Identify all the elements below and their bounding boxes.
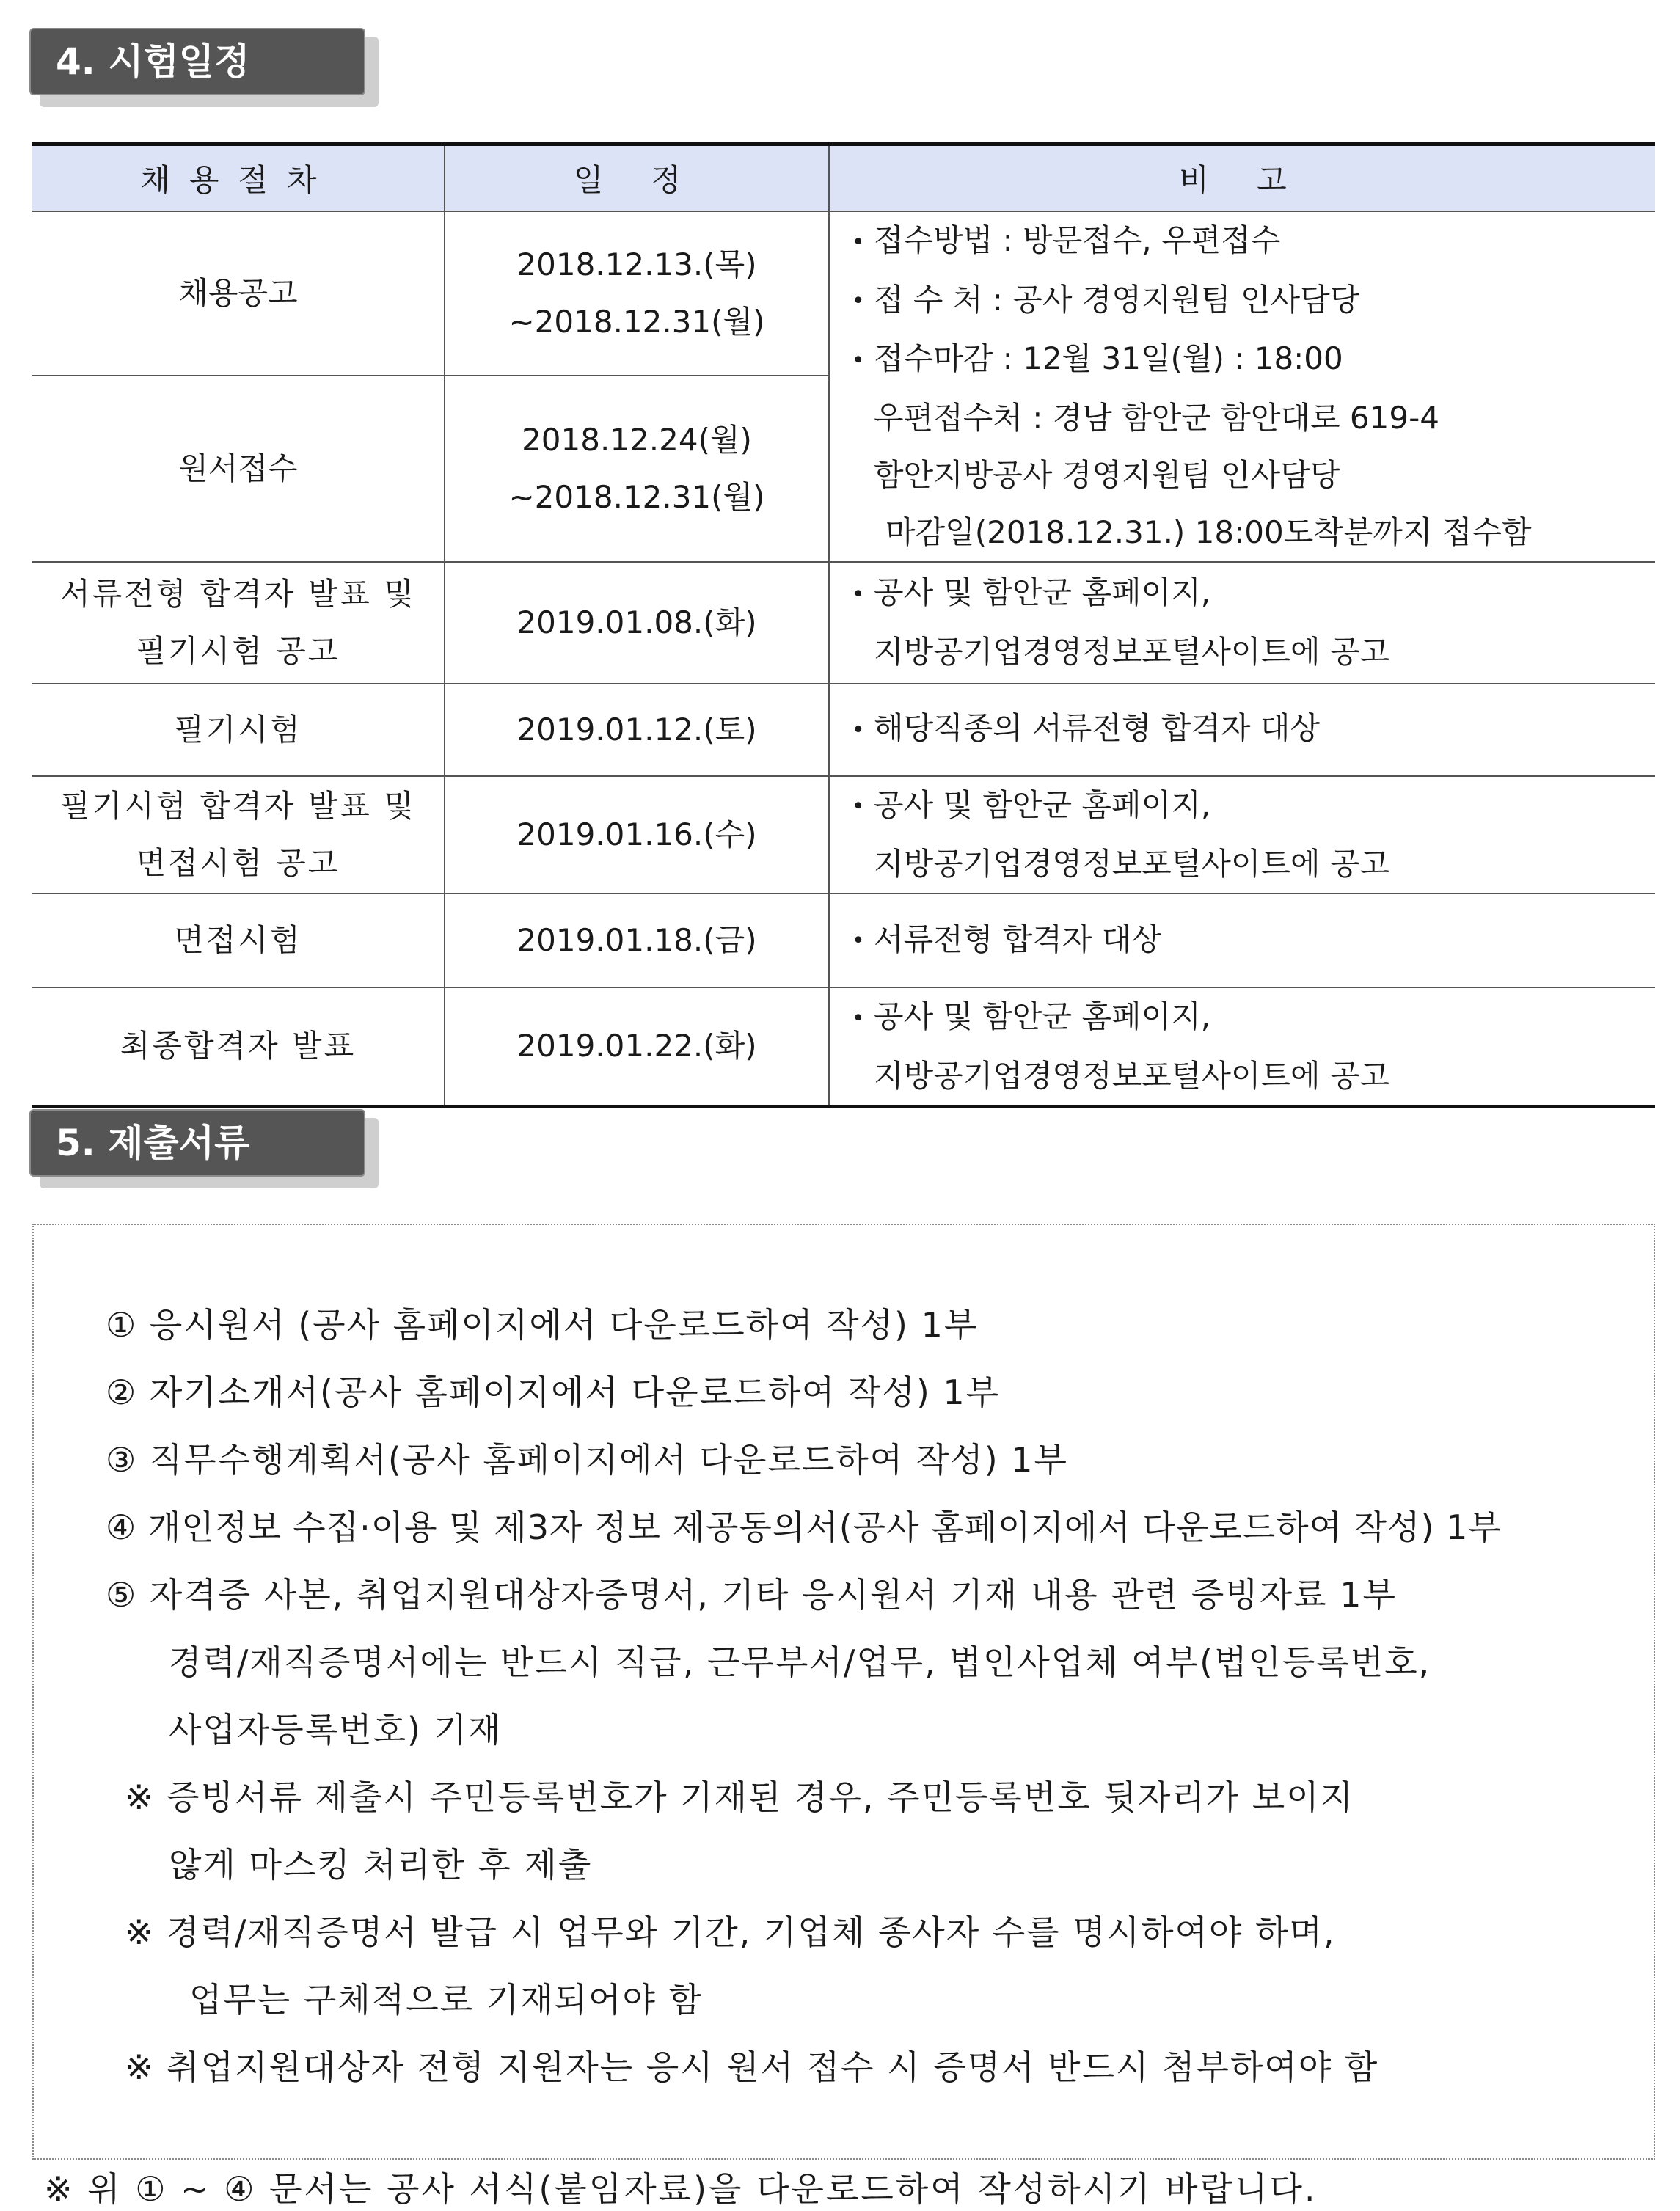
header-note: 비 고 [829, 145, 1655, 212]
table-header-row [32, 145, 1655, 212]
note-line: • 공사 및 함안군 홈페이지, [852, 564, 1655, 624]
note-line: • 공사 및 함안군 홈페이지, [852, 777, 1655, 836]
date-line: 2018.12.13.(목) [516, 246, 757, 282]
document-subline: 업무는 구체적으로 기재되어야 함 [189, 1980, 703, 2020]
table-row [32, 211, 1655, 376]
document-note: ※ 증빙서류 제출시 주민등록번호가 기재된 경우, 주민등록번호 뒷자리가 보이지 [125, 1777, 1355, 1817]
header-step: 채용절차 [32, 145, 445, 212]
document-subline: 않게 마스킹 처리한 후 제출 [169, 1845, 593, 1885]
step-cell [32, 776, 445, 894]
note-line: • 접수방법 : 방문접수, 우편접수 [852, 212, 1655, 271]
document-item: ① 응시원서 (공사 홈페이지에서 다운로드하여 작성) 1부 [106, 1305, 979, 1345]
table-row [32, 893, 1655, 987]
date-cell [445, 376, 829, 562]
note-line: • 공사 및 함안군 홈페이지, [852, 988, 1655, 1048]
step-cell: 원서접수 [32, 376, 445, 562]
note-cell [829, 776, 1655, 894]
step-line: 필기시험 공고 [136, 632, 340, 669]
date-cell: 2019.01.18.(금) [445, 893, 829, 987]
step-cell: 필기시험 [32, 684, 445, 776]
date-cell: 2019.01.16.(수) [445, 776, 829, 894]
footer-note: ※ 위 ① ~ ④ 문서는 공사 서식(붙임자료)을 다운로드하여 작성하시기 바랍니다. [44, 2169, 1318, 2209]
note-line: 우편접수처 : 경남 함안군 함안대로 619-4 [874, 399, 1439, 436]
step-cell [32, 562, 445, 684]
document-item: ④ 개인정보 수집·이용 및 제3자 정보 제공동의서(공사 홈페이지에서 다운로드하여 작성) 1부 [106, 1508, 1502, 1547]
merged-note-cell [829, 211, 1655, 562]
step-line: 서류전형 합격자 발표 및 [60, 575, 416, 612]
step-line: 필기시험 합격자 발표 및 [60, 787, 416, 824]
note-cell [829, 987, 1655, 1106]
note-line: 지방공기업경영정보포털사이트에 공고 [874, 846, 1390, 882]
document-item: ⑤ 자격증 사본, 취업지원대상자증명서, 기타 응시원서 기재 내용 관련 증빙자료 1부 [106, 1575, 1397, 1615]
date-cell: 2019.01.22.(화) [445, 987, 829, 1106]
note-line: • 서류전형 합격자 대상 [852, 911, 1655, 971]
note-line: • 접 수 처 : 공사 경영지원팀 인사담당 [852, 271, 1655, 331]
document-subline: 사업자등록번호) 기재 [169, 1710, 503, 1750]
document-item: ③ 직무수행계획서(공사 홈페이지에서 다운로드하여 작성) 1부 [106, 1440, 1068, 1480]
note-cell [829, 562, 1655, 684]
table-row [32, 776, 1655, 894]
step-cell: 최종합격자 발표 [32, 987, 445, 1106]
table-row [32, 684, 1655, 776]
schedule-table [32, 142, 1655, 1108]
document-item: ② 자기소개서(공사 홈페이지에서 다운로드하여 작성) 1부 [106, 1373, 1001, 1412]
table-row [32, 562, 1655, 684]
date-line: ~2018.12.31(월) [508, 303, 765, 340]
document-subline: 경력/재직증명서에는 반드시 직급, 근무부서/업무, 법인사업체 여부(법인등록번호, [169, 1642, 1431, 1682]
step-cell: 채용공고 [32, 211, 445, 376]
document-note: ※ 경력/재직증명서 발급 시 업무와 기간, 기업체 종사자 수를 명시하여야 하며, [125, 1912, 1336, 1952]
step-cell: 면접시험 [32, 893, 445, 987]
date-cell: 2019.01.08.(화) [445, 562, 829, 684]
note-line: • 접수마감 : 12월 31일(월) : 18:00 [852, 330, 1655, 390]
note-line: • 해당직종의 서류전형 합격자 대상 [852, 700, 1655, 759]
date-cell: 2019.01.12.(토) [445, 684, 829, 776]
note-cell [829, 893, 1655, 987]
header-date: 일 정 [445, 145, 829, 212]
section-4-header [29, 28, 368, 101]
date-cell [445, 211, 829, 376]
document-note: ※ 취업지원대상자 전형 지원자는 응시 원서 접수 시 증명서 반드시 첨부하여야 함 [125, 2047, 1379, 2087]
note-cell [829, 684, 1655, 776]
date-line: ~2018.12.31(월) [508, 478, 765, 515]
date-line: 2018.12.24(월) [522, 421, 752, 458]
note-line: 함안지방공사 경영지원팀 인사담당 [874, 456, 1340, 493]
table-row [32, 987, 1655, 1106]
section-5-title: 5. 제출서류 [56, 1122, 250, 1164]
note-line: 마감일(2018.12.31.) 18:00도착분까지 접수함 [885, 514, 1532, 550]
section-5-header [29, 1109, 368, 1183]
step-line: 면접시험 공고 [136, 844, 340, 881]
note-line: 지방공기업경영정보포털사이트에 공고 [874, 1057, 1390, 1094]
section-4-title: 4. 시험일정 [56, 40, 250, 83]
note-line: 지방공기업경영정보포털사이트에 공고 [874, 633, 1390, 670]
